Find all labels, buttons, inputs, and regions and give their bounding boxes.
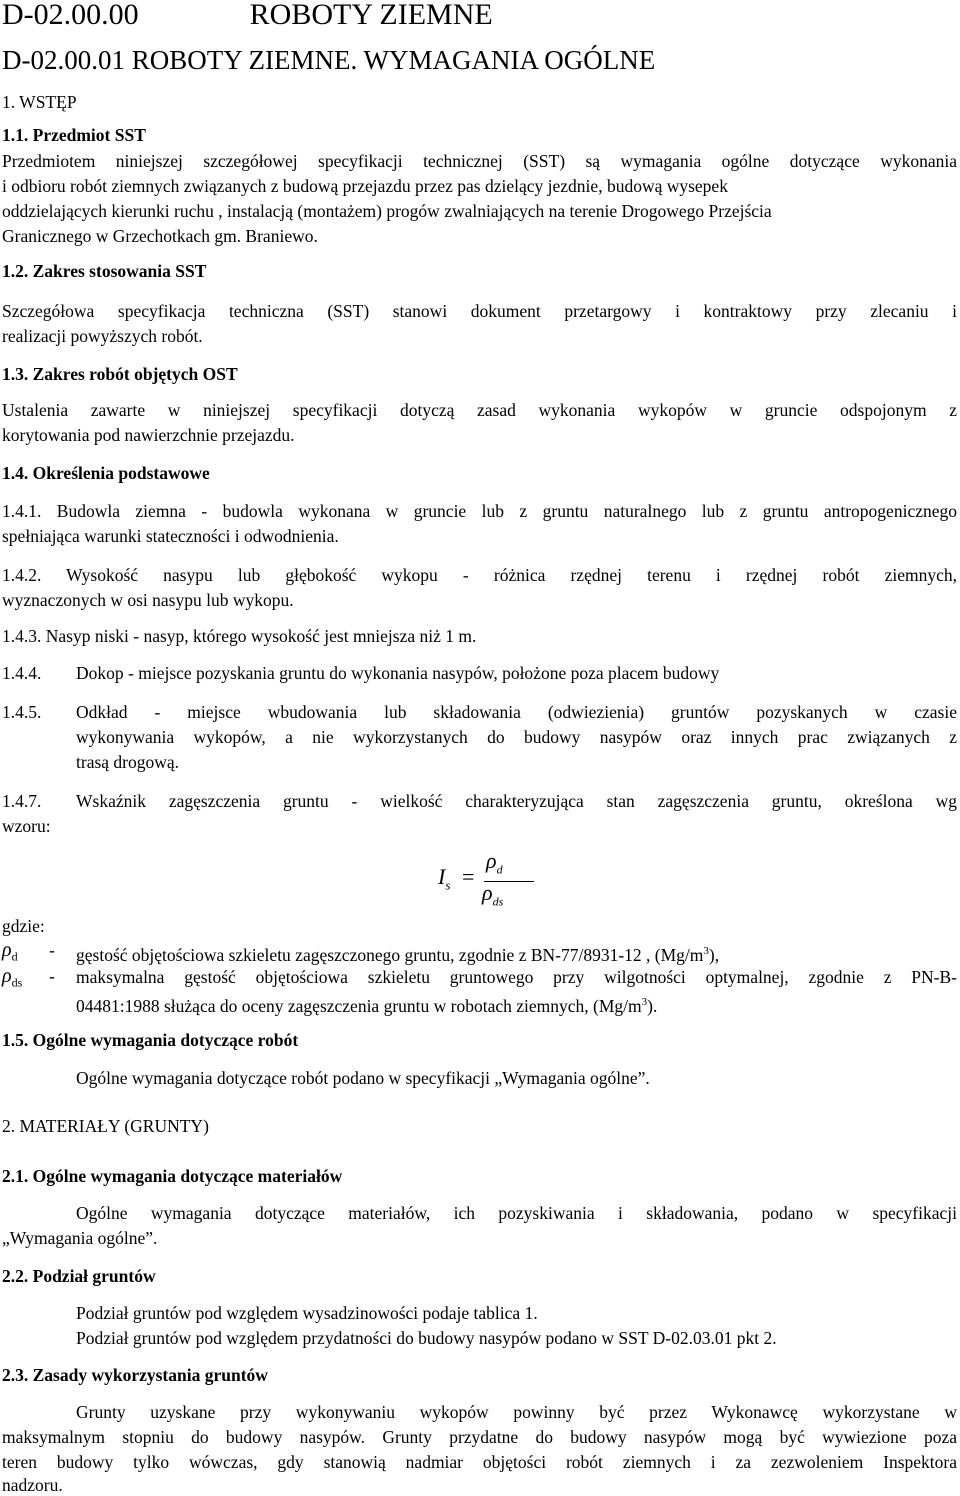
section-1-1-title: 1.1. Przedmiot SST (2, 125, 146, 145)
section-2-3-line: Grunty uzyskane przy wykonywaniu wykopów powinny być przez Wykonawcę wykorzystane w (76, 1402, 957, 1422)
section-2-2-line: Podział gruntów pod względem przydatności do budowy nasypów podano w SST D-02.03.01 pkt 2. (76, 1328, 777, 1348)
section-title: ROBOTY ZIEMNE (249, 0, 493, 31)
definition-1-4-7: Wskaźnik zagęszczenia gruntu - wielkość charakteryzująca stan zagęszczenia gruntu, określona wg (76, 791, 957, 811)
compaction-formula (438, 850, 538, 910)
section-1-2-line: Szczegółowa specyfikacja techniczna (SST) stanowi dokument przetargowy i kontraktowy przy zlecaniu i (2, 301, 957, 321)
section-1-2-title: 1.2. Zakres stosowania SST (2, 261, 207, 281)
formula-numerator: $\rho_d$ (486, 848, 503, 877)
section-code: D-02.00.00 (2, 0, 139, 31)
section-2-3-line: maksymalnym stopniu do budowy nasypów. Grunty przydatne do budowy nasypów mogą być wywiezione poza (2, 1427, 957, 1447)
chapter-2-title: 2. MATERIAŁY (GRUNTY) (2, 1116, 209, 1136)
section-1-1-line: Przedmiotem niniejszej szczegółowej specyfikacji technicznej (SST) są wymagania ogólne dotyczące wykonania (2, 151, 957, 171)
formula-lhs: $I_s$ (438, 864, 451, 893)
definition-1-4-2: 1.4.2. Wysokość nasypu lub głębokość wykopu - różnica rzędnej terenu i rzędnej robót ziemnych, (2, 565, 957, 585)
definition-1-4-3: 1.4.3. Nasyp niski - nasyp, którego wysokość jest mniejsza niż 1 m. (2, 626, 477, 646)
section-2-2-line: Podział gruntów pod względem wysadzinowości podaje tablica 1. (76, 1303, 538, 1323)
formula-denominator: $\rho_{ds}$ (482, 880, 504, 909)
definition-1-4-1-cont: spełniająca warunki stateczności i odwodnienia. (2, 526, 339, 546)
section-1-1-line: oddzielających kierunki ruchu , instalacją (montażem) progów zwalniających na terenie Drogowego Przejścia (2, 201, 772, 221)
section-2-3-line: teren budowy tylko wówczas, gdy stanowią nadmiar objętości robót ziemnych i za zezwoleniem Inspektora (2, 1452, 957, 1472)
main-heading: D-02.00.01 ROBOTY ZIEMNE. WYMAGANIA OGÓLNE (2, 45, 656, 75)
chapter-1-title: 1. WSTĘP (2, 92, 77, 112)
section-1-5-title: 1.5. Ogólne wymagania dotyczące robót (2, 1030, 299, 1050)
section-1-1-line: i odbioru robót ziemnych związanych z budową przejazdu przez pas dzielący jezdnie, budową wysepek (2, 176, 728, 196)
section-1-4-title: 1.4. Określenia podstawowe (2, 463, 210, 483)
section-2-3-line: nadzoru. (2, 1475, 63, 1495)
section-1-1-line: Granicznego w Grzechotkach gm. Braniewo. (2, 226, 318, 246)
symbol-rho-d: $\rho_d$ - (2, 939, 55, 964)
definition-1-4-5: Odkład - miejsce wbudowania lub składowania (odwiezienia) gruntów pozyskanych w czasie (76, 702, 957, 722)
rho-d-description: gęstość objętościowa szkieletu zagęszczonego gruntu, zgodnie z BN-77/8931-12 , $(Mg/m^3)$, (76, 944, 720, 965)
definition-1-4-5-cont: wykonywania wykopów, a nie wykorzystanych do budowy nasypów oraz innych prac związanych z (76, 727, 957, 747)
section-1-2-line: realizacji powyższych robót. (2, 326, 203, 346)
section-2-1-line: Ogólne wymagania dotyczące materiałów, ich pozyskiwania i składowania, podano w specyfikacji (76, 1203, 957, 1223)
rho-ds-description: maksymalna gęstość objętościowa szkieletu gruntowego przy wilgotności optymalnej, zgodnie z PN-B- (76, 967, 957, 987)
definition-1-4-7-cont: wzoru: (2, 816, 51, 836)
definition-1-4-4: Dokop - miejsce pozyskania gruntu do wykonania nasypów, położone poza placem budowy (76, 663, 720, 683)
section-2-1-title: 2.1. Ogólne wymagania dotyczące materiałów (2, 1166, 343, 1186)
definition-1-4-7-number: 1.4.7. (2, 791, 42, 811)
section-1-3-line: korytowania pod nawierzchnie przejazdu. (2, 425, 295, 445)
definition-1-4-1: 1.4.1. Budowla ziemna - budowla wykonana w gruncie lub z gruntu naturalnego lub z gruntu antropogenicznego (2, 501, 957, 521)
definition-1-4-5-number: 1.4.5. (2, 702, 42, 722)
definition-1-4-4-number: 1.4.4. (2, 663, 42, 683)
document-code (2, 0, 493, 32)
section-1-3-line: Ustalenia zawarte w niniejszej specyfikacji dotyczą zasad wykonania wykopów w gruncie odspojonym z (2, 400, 957, 420)
formula-equals: = (462, 864, 475, 889)
section-1-5-text: Ogólne wymagania dotyczące robót podano w specyfikacji „Wymagania ogólne”. (76, 1068, 650, 1088)
section-2-1-line: „Wymagania ogólne”. (2, 1228, 158, 1248)
symbol-rho-ds: $\rho_{ds}$ - (2, 965, 55, 990)
section-2-2-title: 2.2. Podział gruntów (2, 1266, 156, 1286)
rho-ds-description-cont: 04481:1988 służąca do oceny zagęszczenia gruntu w robotach ziemnych, $(Mg/m^3)$. (76, 995, 658, 1016)
gdzie-label: gdzie: (2, 916, 45, 936)
definition-1-4-2-cont: wyznaczonych w osi nasypu lub wykopu. (2, 590, 294, 610)
section-2-3-title: 2.3. Zasady wykorzystania gruntów (2, 1365, 268, 1385)
definition-1-4-5-cont: trasą drogową. (76, 752, 180, 772)
section-1-3-title: 1.3. Zakres robót objętych OST (2, 364, 238, 384)
